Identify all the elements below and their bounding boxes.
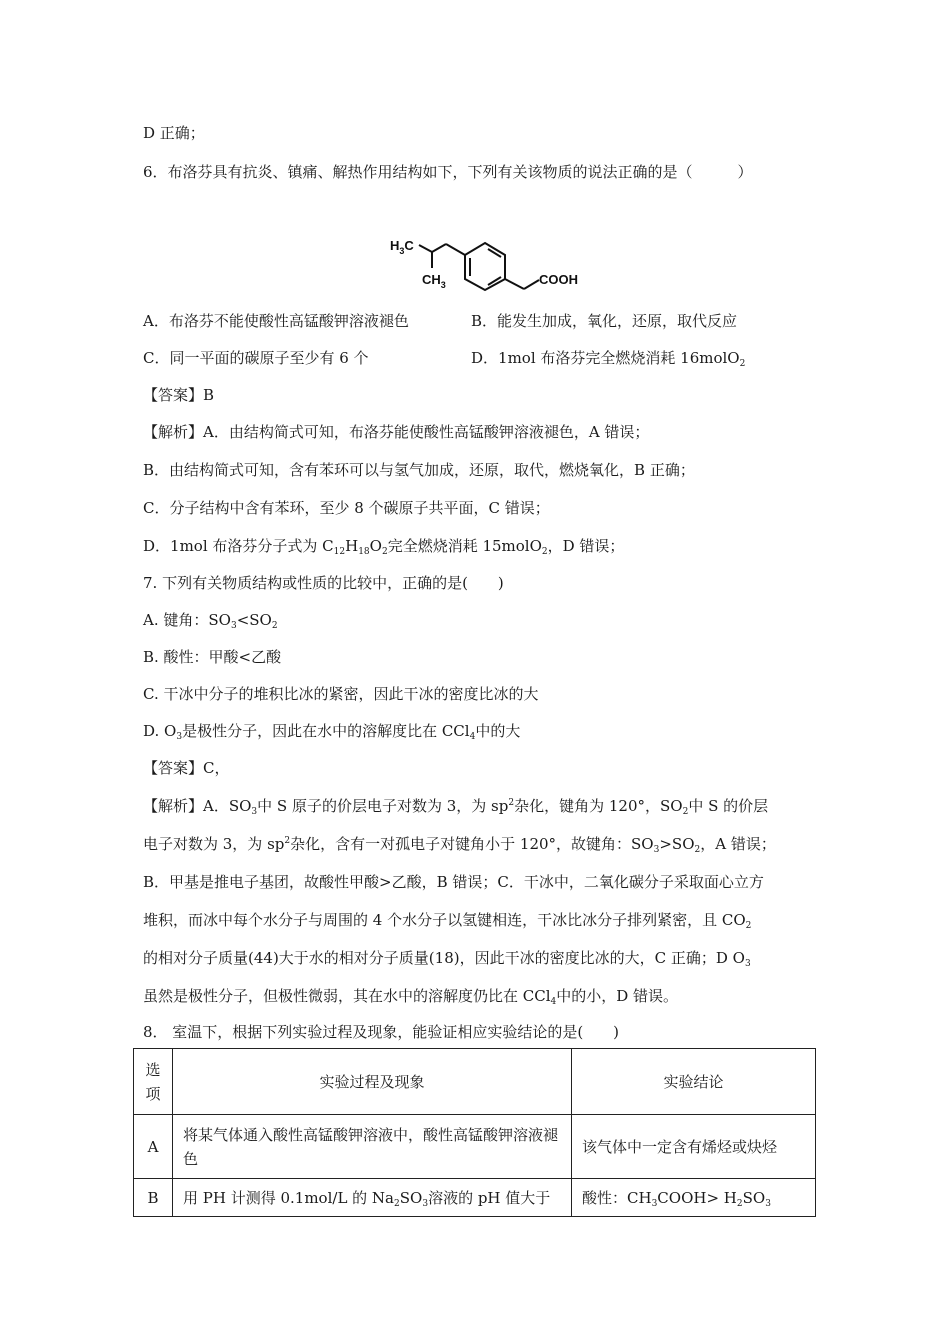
table-header-row bbox=[134, 1049, 816, 1115]
subscript: 3 bbox=[399, 246, 405, 256]
header-conclusion: 实验结论 bbox=[572, 1049, 816, 1115]
subscript: 18 bbox=[358, 547, 370, 557]
question-6 bbox=[143, 162, 753, 182]
question-text: 6．布洛芬具有抗炎、镇痛、解热作用结构如下，下列有关该物质的说法正确的是（ ） bbox=[143, 163, 753, 181]
subscript: 3 bbox=[653, 845, 660, 855]
superscript: 2 bbox=[508, 798, 515, 808]
q6-option-d: D．1mol 布洛芬完全燃烧消耗 16molO$_2$ bbox=[471, 349, 746, 369]
q7-explanation: 的相对分子质量(44)大于水的相对分子质量(18)，因此干冰的密度比冰的大，C 正确；D $O_3$ bbox=[143, 949, 751, 969]
q7-explanation: 虽然是极性分子，但极性微弱，其在水中的溶解度仍比在 CCl$_4$中的小，D 错误。 bbox=[143, 987, 679, 1007]
subscript: 3 bbox=[765, 1199, 771, 1209]
cell-process: 将某气体通入酸性高锰酸钾溶液中，酸性高锰酸钾溶液褪色 bbox=[173, 1115, 572, 1179]
subscript: 12 bbox=[333, 547, 346, 557]
text-line bbox=[143, 123, 205, 143]
subscript: 3 bbox=[651, 1199, 658, 1209]
q6-explanation: D．1mol 布洛芬分子式为 $C_{12}H_{18}O_2$完全燃烧消耗 15molO$_2$，D 错误； bbox=[143, 537, 625, 557]
subscript: 2 bbox=[739, 359, 746, 369]
option-text: B．能发生加成，氧化，还原，取代反应 bbox=[471, 312, 738, 330]
subscript: 2 bbox=[394, 1199, 400, 1209]
q7-option-c: C. 干冰中分子的堆积比冰的紧密，因此干冰的密度比冰的大 bbox=[143, 685, 539, 703]
experiment-table bbox=[133, 1048, 816, 1217]
subscript: 3 bbox=[176, 732, 183, 742]
q7-option-d: D. $O_3$是极性分子，因此在水中的溶解度比在 CCl$_4$中的大 bbox=[143, 722, 521, 742]
subscript: 4 bbox=[469, 732, 476, 742]
subscript: 3 bbox=[230, 621, 237, 631]
q7-explanation: 电子对数为 3，为 $sp^2$杂化，含有一对孤电子对键角小于 120°，故键角：$SO_3>SO_2$，A 错误； bbox=[143, 835, 776, 855]
table-row bbox=[134, 1179, 816, 1217]
subscript: 2 bbox=[271, 621, 278, 631]
q7-explanation: 堆积，而冰中每个水分子与周围的 4 个水分子以氢键相连，干冰比冰分子排列紧密，且 $CO_2$ bbox=[143, 911, 752, 931]
header-process: 实验过程及现象 bbox=[173, 1049, 572, 1115]
subscript: 2 bbox=[541, 547, 548, 557]
svg-text:CH3 bbox=[422, 272, 446, 290]
option-text: A．布洛芬不能使酸性高锰酸钾溶液褪色 bbox=[143, 312, 409, 330]
c-label: C bbox=[404, 238, 414, 253]
table-row bbox=[134, 1115, 816, 1179]
h-label: H bbox=[390, 238, 400, 253]
ch-label: CH bbox=[422, 272, 441, 287]
cell-conclusion: 该气体中一定含有烯烃或炔烃 bbox=[572, 1115, 816, 1179]
q7-option-a: A. 键角：$SO_3<SO_2$ bbox=[143, 611, 278, 631]
q6-option-b bbox=[471, 311, 737, 331]
q6-option-c bbox=[143, 348, 369, 368]
option-text: C．同一平面的碳原子至少有 6 个 bbox=[143, 349, 369, 367]
subscript: 3 bbox=[251, 807, 258, 817]
q6-explanation: C．分子结构中含有苯环，至少 8 个碳原子共平面，C 错误； bbox=[143, 499, 550, 517]
subscript: 3 bbox=[744, 959, 751, 969]
subscript: 4 bbox=[550, 997, 557, 1007]
subscript: 2 bbox=[682, 807, 689, 817]
subscript: 2 bbox=[381, 547, 388, 557]
question-7: 7. 下列有关物质结构或性质的比较中，正确的是( ) bbox=[143, 574, 504, 592]
header-option: 选项 bbox=[134, 1049, 173, 1115]
cell-option: B bbox=[134, 1179, 173, 1217]
q7-option-b: B. 酸性：甲酸<乙酸 bbox=[143, 648, 282, 666]
svg-text:H3C bbox=[390, 238, 414, 256]
subscript: 2 bbox=[736, 1199, 743, 1209]
subscript: 3 bbox=[422, 1199, 429, 1209]
superscript: 2 bbox=[284, 836, 291, 846]
question-8: 8． 室温下，根据下列实验过程及现象，能验证相应实验结论的是( ) bbox=[143, 1023, 620, 1041]
subscript: 2 bbox=[745, 921, 752, 931]
ibuprofen-structure-icon bbox=[388, 224, 588, 298]
cell-conclusion: 酸性：$CH_3COOH> H_2SO_3$ bbox=[572, 1179, 816, 1217]
q6-answer: 【答案】B bbox=[143, 386, 215, 404]
cooh-label: COOH bbox=[539, 272, 578, 287]
q7-explanation: B．甲基是推电子基团，故酸性甲酸>乙酸，B 错误；C．干冰中，二氧化碳分子采取面心立方 bbox=[143, 873, 764, 891]
subscript: 2 bbox=[694, 845, 701, 855]
q6-explanation: B．由结构简式可知，含有苯环可以与氢气加成，还原，取代，燃烧氧化，B 正确； bbox=[143, 461, 695, 479]
q7-explanation: 【解析】A．$SO_3$中 S 原子的价层电子对数为 3，为 $sp^2$杂化，键角为 120°，$SO_2$中 S 的价层 bbox=[143, 797, 769, 817]
q7-answer: 【答案】C， bbox=[143, 759, 230, 777]
q6-explanation: 【解析】A．由结构简式可知，布洛芬能使酸性高锰酸钾溶液褪色，A 错误； bbox=[143, 423, 650, 441]
cell-process: 用 PH 计测得 0.1mol/L 的 $Na_2SO_3$溶液的 pH 值大于 bbox=[173, 1179, 572, 1217]
q6-option-a bbox=[143, 311, 409, 331]
cell-option: A bbox=[134, 1115, 173, 1179]
text: D 正确； bbox=[143, 124, 205, 142]
subscript: 3 bbox=[440, 280, 446, 290]
